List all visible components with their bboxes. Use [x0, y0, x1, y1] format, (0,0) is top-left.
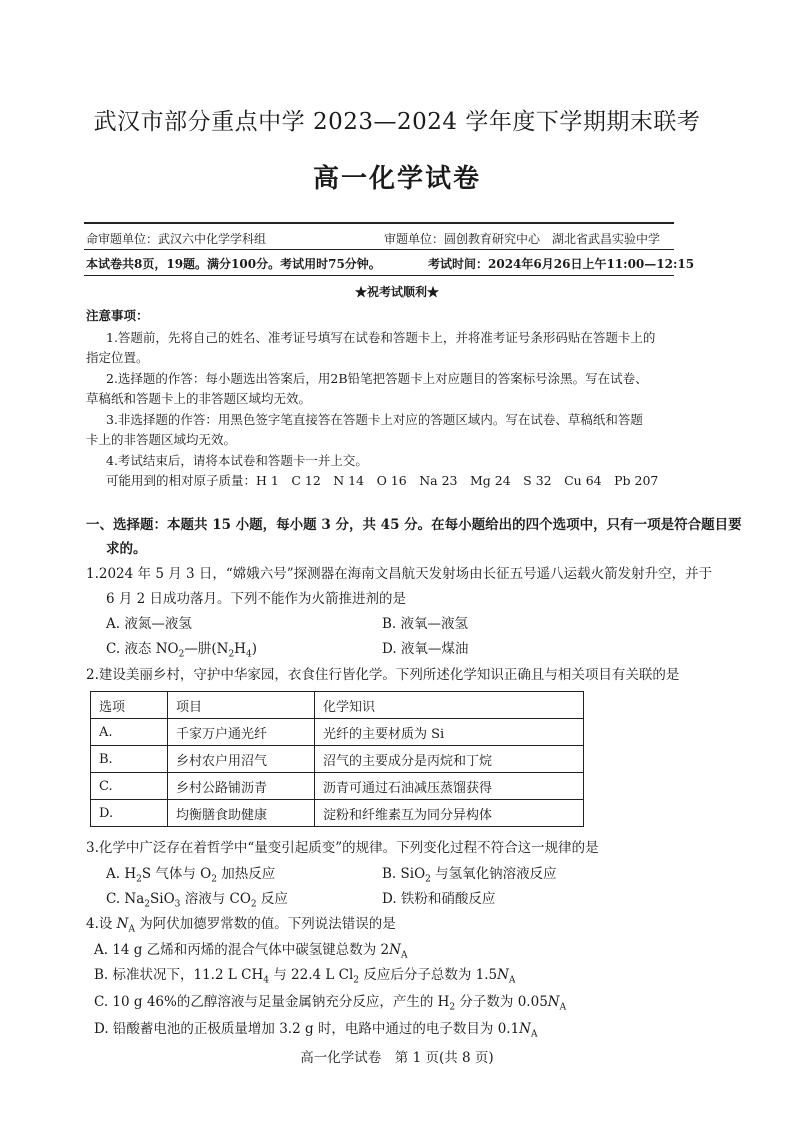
- table-cell: B.: [91, 746, 168, 773]
- table-row: [91, 800, 584, 827]
- table-cell: 淀粉和纤维素互为同分异构体: [315, 800, 584, 827]
- table-header-row: [91, 692, 584, 719]
- good-luck-banner: ★祝考试顺利★: [354, 285, 439, 299]
- paper-subtitle: 高一化学试卷: [312, 164, 481, 194]
- note-3: 3.非选择题的作答：用黑色签字笔直接答在答题卡上对应的答题区域内。写在试卷、草稿纸和答题: [106, 412, 643, 427]
- q3-option-b: B. SiO$_2$ 与氢氧化钠溶液反应: [382, 866, 557, 885]
- exam-title: 武汉市部分重点中学 2023—2024 学年度下学期期末联考: [93, 109, 701, 135]
- table-header-cell: 化学知识: [315, 692, 584, 719]
- note-1-cont: 指定位置。: [86, 350, 149, 365]
- q2-stem: 2.建设美丽乡村，守护中华家园，衣食住行皆化学。下列所述化学知识正确且与相关项目有关联的是: [86, 667, 680, 683]
- q3-option-d: D. 铁粉和硝酸反应: [382, 891, 496, 907]
- table-cell: 均衡膳食助健康: [168, 800, 315, 827]
- note-1: 1.答题前，先将自己的姓名、准考证号填写在试卷和答题卡上，并将准考证号条形码贴在答题卡上的: [106, 330, 656, 345]
- q1-option-c: C. 液态 $NO_2—$肼$(N_2H_4)$: [106, 641, 257, 660]
- q3-option-c: C. $Na_2SiO_3$ 溶液与 $CO_2$ 反应: [106, 891, 288, 910]
- table-cell: 千家万户通光纤: [168, 719, 315, 746]
- atomic-masses: 可能用到的相对原子质量：H 1 C 12 N 14 O 16 Na 23 Mg 24 S 32 Cu 64 Pb 207: [106, 473, 659, 488]
- section-heading: 一、选择题：本题共 15 小题，每小题 3 分，共 45 分。在每小题给出的四个选项中，只有一项是符合题目要: [86, 517, 742, 533]
- q4-option-c: C. 10 g 46%的乙醇溶液与足量金属钠充分反应，产生的 $H_2$ 分子数为 $0.05N_A$: [94, 994, 567, 1013]
- setter-unit: 命审题单位：武汉六中化学学科组: [86, 232, 267, 246]
- note-4: 4.考试结束后，请将本试卷和答题卡一并上交。: [106, 453, 368, 468]
- table-header-cell: 选项: [91, 692, 168, 719]
- q4-option-d: D. 铅酸蓄电池的正极质量增加 3.2 g 时，电路中通过的电子数目为 $0.1N_A$: [94, 1021, 538, 1040]
- notes-heading: 注意事项：: [86, 308, 149, 323]
- table-cell: 乡村农户用沼气: [168, 746, 315, 773]
- bottom-rule: [84, 275, 674, 276]
- table-header-cell: 项目: [168, 692, 315, 719]
- table-cell: 沥青可通过石油减压蒸馏获得: [315, 773, 584, 800]
- table-cell: 乡村公路铺沥青: [168, 773, 315, 800]
- table-cell: 沼气的主要成分是丙烷和丁烷: [315, 746, 584, 773]
- note-2-cont: 草稿纸和答题卡上的非答题区域均无效。: [86, 391, 312, 406]
- q3-stem: 3.化学中广泛存在着哲学中“量变引起质变”的规律。下列变化过程不符合这一规律的是: [86, 840, 599, 856]
- q1-option-b: B. 液氧—液氢: [382, 616, 469, 632]
- q1-stem: 1.2024 年 5 月 3 日，“嫦娥六号”探测器在海南文昌航天发射场由长征五号遥八运载火箭发射升空，并于: [86, 566, 713, 582]
- q2-table: [90, 691, 584, 827]
- table-cell: C.: [91, 773, 168, 800]
- mid-rule: [84, 249, 674, 250]
- q3-option-a: A. $H_2S$ 气体与 $O_2$ 加热反应: [106, 866, 276, 885]
- top-rule: [84, 222, 674, 224]
- table-cell: 光纤的主要材质为 Si: [315, 719, 584, 746]
- section-heading-cont: 求的。: [106, 541, 147, 557]
- table-row: [91, 719, 584, 746]
- table-cell: A.: [91, 719, 168, 746]
- table-cell: D.: [91, 800, 168, 827]
- table-row: [91, 746, 584, 773]
- note-2: 2.选择题的作答：每小题选出答案后，用2B铅笔把答题卡上对应题目的答案标号涂黑。写在试卷、: [106, 371, 648, 386]
- exam-time: 考试时间：2024年6月26日上午11:00—12:15: [428, 257, 695, 271]
- paper-info: 本试卷共8页，19题。满分100分。考试用时75分钟。: [86, 257, 381, 271]
- note-3-cont: 卡上的非答题区域均无效。: [86, 432, 237, 447]
- q4-option-b: B. 标准状况下，11.2 L $CH_4$ 与 22.4 L $Cl_2$ 反应后分子总数为 $1.5N_A$: [94, 967, 516, 986]
- q1-option-a: A. 液氮—液氢: [106, 616, 192, 632]
- page-footer: 高一化学试卷 第 1 页(共 8 页): [300, 1050, 494, 1066]
- q4-stem: 4.设 $N_A$ 为阿伏加德罗常数的值。下列说法错误的是: [86, 916, 396, 935]
- q1-option-d: D. 液氧—煤油: [382, 641, 469, 657]
- q1-stem-cont: 6 月 2 日成功落月。下列不能作为火箭推进剂的是: [106, 591, 407, 607]
- review-unit: 审题单位：圆创教育研究中心 湖北省武昌实验中学: [384, 232, 661, 246]
- q4-option-a: A. 14 g 乙烯和丙烯的混合气体中碳氢键总数为 $2N_A$: [94, 942, 408, 961]
- table-row: [91, 773, 584, 800]
